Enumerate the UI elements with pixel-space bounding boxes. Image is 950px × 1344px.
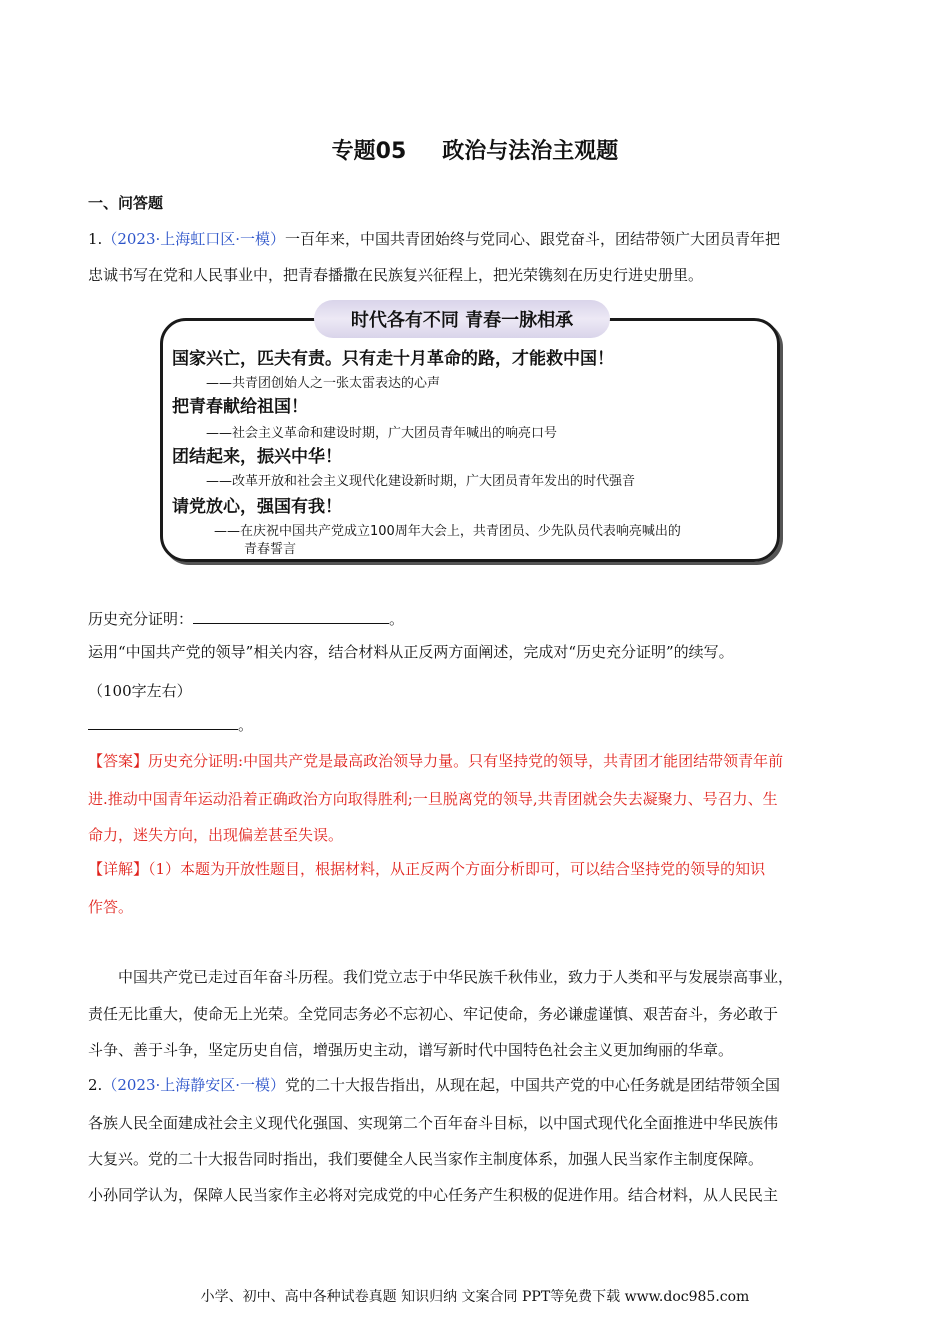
q2-line2: 各族人民全面建成社会主义现代化强国、实现第二个百年奋斗目标，以中国式现代化全面推进中华民族伟	[88, 1114, 779, 1132]
quote-box-title: 时代各有不同 青春一脉相承	[350, 310, 574, 331]
q2-source: （2023·上海静安区·一模）	[102, 1076, 286, 1094]
q1-intro-line2: 忠诚书写在党和人民事业中，把青春播撒在民族复兴征程上，把光荣镌刻在历史行进史册里。	[88, 266, 704, 284]
quote-1: 国家兴亡，匹夫有责。只有走十月革命的路，才能救中国！	[172, 349, 614, 369]
quote-3-note: ——改革开放和社会主义现代化建设新时期，广大团员青年发出的时代强音	[206, 474, 636, 489]
detail-line1	[88, 858, 765, 879]
title-label: 专题05	[331, 139, 407, 164]
q2-line4: 小孙同学认为，保障人民当家作主必将对完成党的中心任务产生积极的促进作用。结合材料，从人民民主	[88, 1186, 779, 1204]
q1-prompt-prefix: 历史充分证明：	[88, 610, 194, 628]
q1-intro-text: 一百年来，中国共青团始终与党同心、跟党奋斗，团结带领广大团员青年把	[285, 230, 781, 248]
q1-number: 1.	[88, 230, 103, 248]
quote-2-note: ——社会主义革命和建设时期，广大团员青年喊出的响亮口号	[206, 426, 558, 441]
q1-blank-suffix: 。	[238, 716, 254, 734]
q1-word-limit: （100字左右）	[88, 682, 192, 700]
q1-prompt-suffix: 。	[389, 610, 405, 628]
q1-answer-blank-line	[88, 714, 253, 735]
q2-number: 2.	[88, 1076, 103, 1094]
quote-4-note: ——在庆祝中国共产党成立100周年大会上，共青团员、少先队员代表响亮喊出的	[214, 524, 681, 539]
detail-tag: 【详解】	[88, 860, 149, 878]
detail-line2: 作答。	[88, 898, 134, 916]
q2-line3: 大复兴。党的二十大报告同时指出，我们要健全人民当家作主制度体系，加强人民当家作主制度保障。	[88, 1150, 764, 1168]
passage-line3: 斗争、善于斗争，坚定历史自信，增强历史主动，谱写新时代中国特色社会主义更加绚丽的华章。	[88, 1041, 734, 1059]
detail-text-1: （1）本题为开放性题目，根据材料，从正反两个方面分析即可，可以结合坚持党的领导的知识	[148, 860, 766, 878]
page-footer: 小学、初中、高中各种试卷真题 知识归纳 文案合同 PPT等免费下载 www.doc985.com	[200, 1289, 750, 1305]
quote-3: 团结起来，振兴中华！	[172, 447, 342, 467]
passage-line1: 中国共产党已走过百年奋斗历程。我们党立志于中华民族千秋伟业，致力于人类和平与发展崇高事业，	[118, 968, 794, 986]
q1-prompt-blank	[193, 609, 389, 624]
q2-text-1: 党的二十大报告指出，从现在起，中国共产党的中心任务就是团结带领全国	[285, 1076, 781, 1094]
q1-source: （2023·上海虹口区·一模）	[102, 230, 286, 248]
q1-prompt	[88, 608, 404, 629]
page-title	[0, 134, 950, 165]
section-heading: 一、问答题	[88, 194, 164, 212]
title-topic: 政治与法治主观题	[442, 139, 619, 164]
q1-answer-blank	[88, 715, 238, 730]
quote-1-note: ——共青团创始人之一张太雷表达的心声	[206, 376, 441, 391]
answer-line2: 进.推动中国青年运动沿着正确政治方向取得胜利;一旦脱离党的领导,共青团就会失去凝聚力、号召力、生	[88, 790, 778, 808]
answer-line3: 命力，迷失方向，出现偏差甚至失误。	[88, 826, 344, 844]
passage-line2: 责任无比重大，使命无上光荣。全党同志务必不忘初心、牢记使命，务必谦虚谨慎、艰苦奋斗，务必敢于	[88, 1005, 779, 1023]
answer-line1	[88, 750, 783, 771]
quote-2: 把青春献给祖国！	[172, 397, 308, 417]
quote-4-note-cont: 青春誓言	[244, 542, 297, 557]
answer-text-1: 历史充分证明:中国共产党是最高政治领导力量。只有坚持党的领导，共青团才能团结带领青年前	[148, 752, 784, 770]
quote-4: 请党放心，强国有我！	[172, 497, 342, 517]
q1-task: 运用“中国共产党的领导”相关内容，结合材料从正反两方面阐述，完成对“历史充分证明”的续写。	[88, 643, 734, 661]
q2-line1	[88, 1074, 780, 1095]
q1-intro-line1	[88, 228, 780, 249]
answer-tag: 【答案】	[88, 752, 149, 770]
